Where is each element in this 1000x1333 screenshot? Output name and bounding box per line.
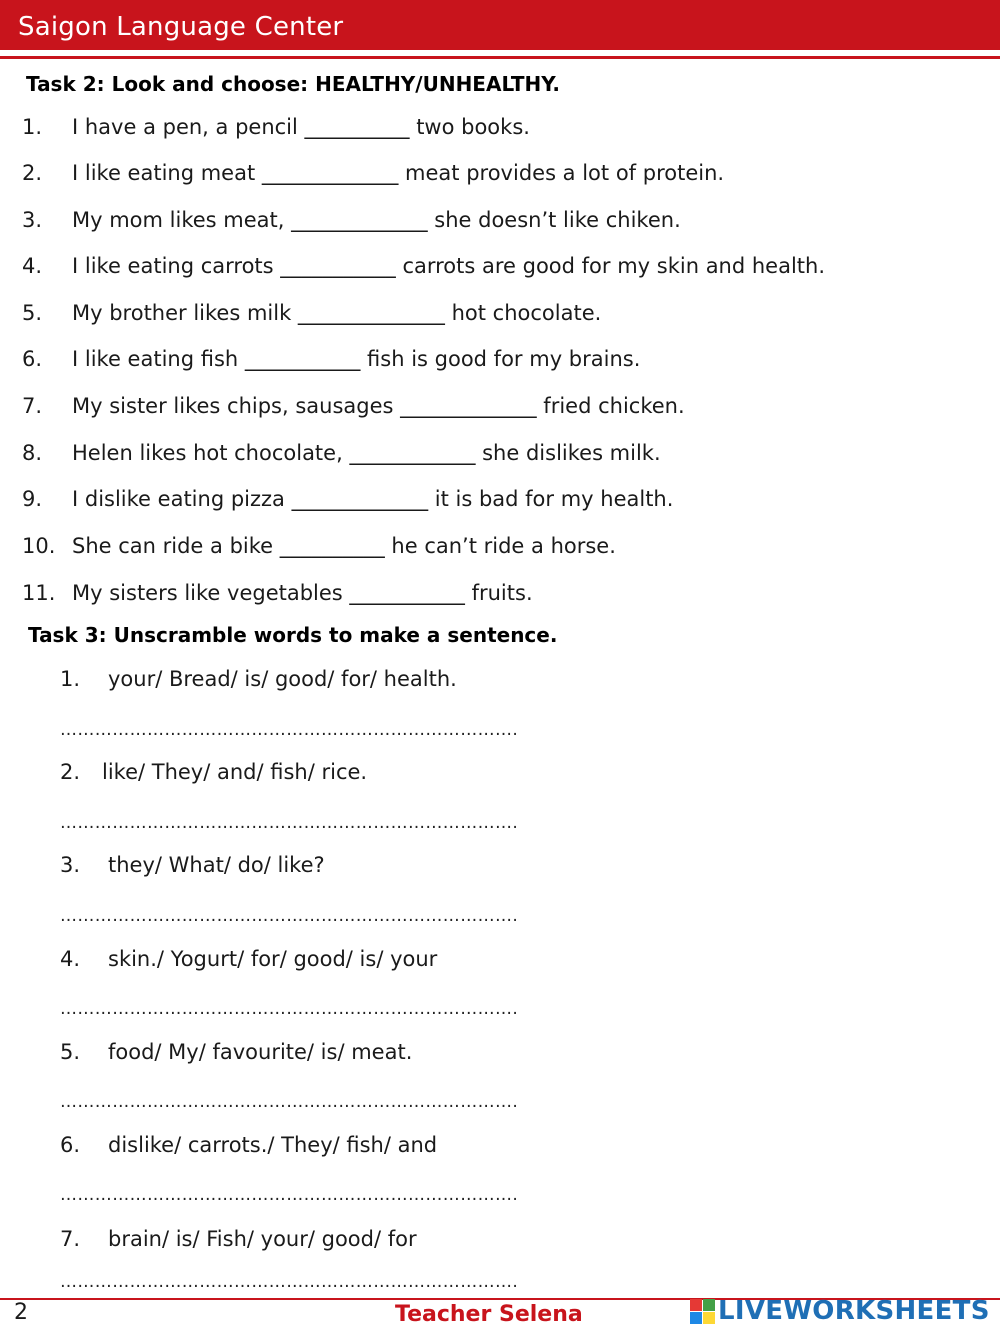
task2-item — [0, 298, 1000, 328]
task2-item-number: 7. — [22, 394, 43, 418]
page-number: 2 — [14, 1300, 28, 1325]
task2-item-text: I like eating meat _____________ meat provides a lot of protein. — [72, 161, 725, 185]
task3-item-text: dislike/ carrots./ They/ fish/ and — [108, 1133, 438, 1157]
liveworksheets-logo-icon — [690, 1299, 715, 1324]
task3-item-text: they/ What/ do/ like? — [108, 853, 325, 877]
task3-item — [0, 664, 1000, 694]
task3-item-number: 2. — [60, 760, 81, 784]
task3-item — [0, 757, 1000, 787]
task2-item-text: I dislike eating pizza _____________ it is bad for my health. — [72, 487, 674, 511]
task3-answer-line[interactable]: ……………………………………………………………………. — [60, 720, 519, 740]
task3-item — [0, 944, 1000, 974]
task3-answer-line[interactable]: ……………………………………………………………………. — [60, 1185, 519, 1205]
task3-item-number: 7. — [60, 1227, 81, 1251]
task2-item-number: 2. — [22, 161, 43, 185]
task3-item — [0, 1037, 1000, 1067]
task2-item-text: I like eating fish ___________ fish is good for my brains. — [72, 347, 641, 371]
task3-item — [0, 850, 1000, 880]
task2-item-text: My sister likes chips, sausages _____________ fried chicken. — [72, 394, 685, 418]
task3-item — [0, 1224, 1000, 1254]
task3-answer-line[interactable]: ……………………………………………………………………. — [60, 813, 519, 833]
task3-item-number: 3. — [60, 853, 81, 877]
task2-item-text: My brother likes milk ______________ hot chocolate. — [72, 301, 602, 325]
task3-item-number: 4. — [60, 947, 81, 971]
task2-item — [0, 484, 1000, 514]
task3-item — [0, 1130, 1000, 1160]
task2-item-number: 10. — [22, 534, 56, 558]
task3-answer-line[interactable]: ……………………………………………………………………. — [60, 999, 519, 1019]
task3-item-text: like/ They/ and/ fish/ rice. — [102, 760, 368, 784]
task3-item-number: 1. — [60, 667, 81, 691]
task2-item — [0, 158, 1000, 188]
header-title: Saigon Language Center — [18, 12, 344, 42]
task3-answer-line[interactable]: ……………………………………………………………………. — [60, 906, 519, 926]
task2-item — [0, 344, 1000, 374]
header-divider — [0, 56, 1000, 59]
task2-item-text: My sisters like vegetables ___________ fruits. — [72, 581, 533, 605]
task2-item-number: 9. — [22, 487, 43, 511]
task3-item-number: 6. — [60, 1133, 81, 1157]
task2-heading: Task 2: Look and choose: HEALTHY/UNHEALTHY. — [26, 72, 561, 96]
task2-item — [0, 112, 1000, 142]
task2-item-number: 1. — [22, 115, 43, 139]
task3-item-text: brain/ is/ Fish/ your/ good/ for — [108, 1227, 417, 1251]
liveworksheets-logo-text: LIVEWORKSHEETS — [718, 1296, 990, 1326]
task2-item-number: 5. — [22, 301, 43, 325]
task3-item-text: skin./ Yogurt/ for/ good/ is/ your — [108, 947, 438, 971]
liveworksheets-logo — [690, 1296, 990, 1326]
task2-item-number: 6. — [22, 347, 43, 371]
teacher-name: Teacher Selena — [395, 1302, 583, 1327]
task3-item-text: food/ My/ favourite/ is/ meat. — [108, 1040, 413, 1064]
task3-heading: Task 3: Unscramble words to make a sentence. — [28, 623, 558, 647]
task2-item-number: 11. — [22, 581, 56, 605]
task2-item — [0, 438, 1000, 468]
task2-item — [0, 391, 1000, 421]
task2-item-text: I like eating carrots ___________ carrots are good for my skin and health. — [72, 254, 826, 278]
task2-item-text: My mom likes meat, _____________ she doesn’t like chiken. — [72, 208, 681, 232]
header-bar — [0, 0, 1000, 50]
task2-item — [0, 531, 1000, 561]
task2-item — [0, 578, 1000, 608]
task2-item — [0, 251, 1000, 281]
task3-answer-line[interactable]: ……………………………………………………………………. — [60, 1272, 519, 1292]
task2-item-number: 8. — [22, 441, 43, 465]
task2-item-text: I have a pen, a pencil __________ two books. — [72, 115, 530, 139]
task2-item-number: 4. — [22, 254, 43, 278]
task2-item-text: Helen likes hot chocolate, ____________ she dislikes milk. — [72, 441, 661, 465]
task3-answer-line[interactable]: ……………………………………………………………………. — [60, 1092, 519, 1112]
task3-item-text: your/ Bread/ is/ good/ for/ health. — [108, 667, 457, 691]
task2-item-number: 3. — [22, 208, 43, 232]
task2-item-text: She can ride a bike __________ he can’t ride a horse. — [72, 534, 616, 558]
task2-item — [0, 205, 1000, 235]
task3-item-number: 5. — [60, 1040, 81, 1064]
